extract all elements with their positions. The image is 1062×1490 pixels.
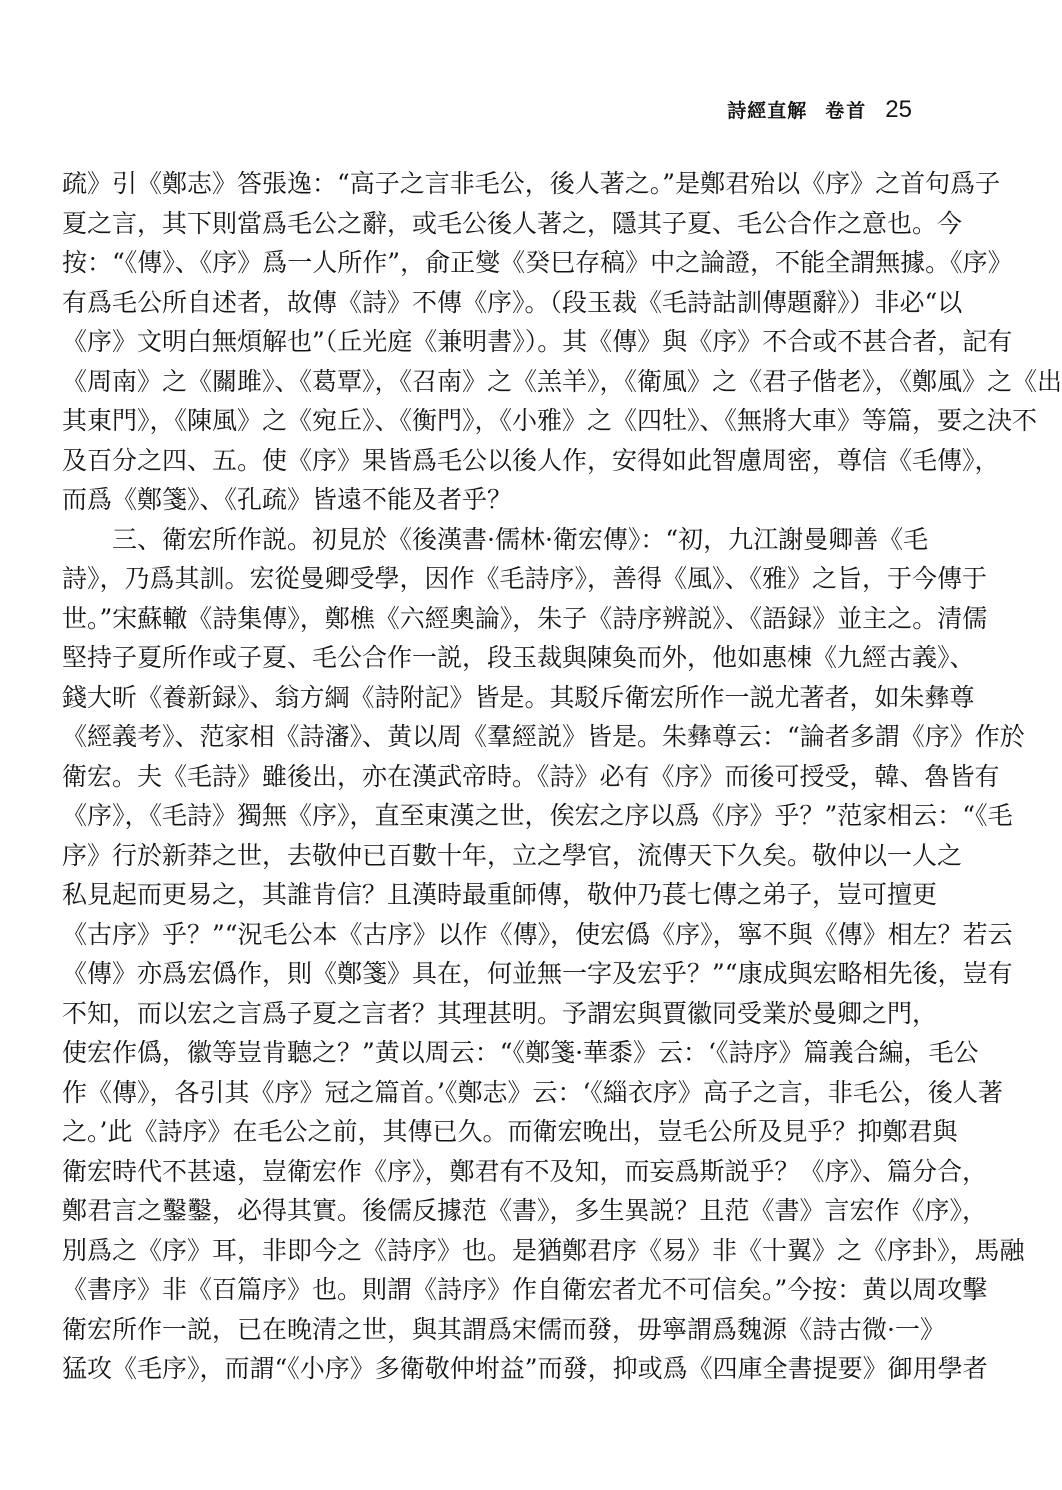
text-line: 猛攻《毛序》，而謂“《小序》多衛敬仲坿益”而發，抑或爲《四庫全書提要》御用學者	[62, 1354, 988, 1383]
text-line: 疏》引《鄭志》答張逸：“高子之言非毛公，後人著之。”是鄭君殆以《序》之首句爲子	[62, 169, 1001, 198]
text-line: 私見起而更易之，其誰肯信？且漢時最重師傳，敬仲乃萇七傳之弟子，豈可擅更	[62, 880, 938, 909]
text-line: 之。’此《詩序》在毛公之前，其傳已久。而衛宏晚出，豈毛公所及見乎？抑鄭君與	[62, 1117, 958, 1146]
page-number: 25	[885, 96, 912, 123]
text-line: 世。”宋蘇轍《詩集傳》，鄭樵《六經奧論》，朱子《詩序辨説》、《語録》並主之。清儒	[62, 603, 988, 633]
text-line: 《傳》亦爲宏僞作，則《鄭箋》具在，何並無一字及宏乎？”“康成與宏略相先後，豈有	[62, 959, 1013, 988]
text-line: 衛宏時代不甚遠，豈衛宏作《序》，鄭君有不及知，而妄爲斯説乎？《序》、篇分合，	[62, 1156, 988, 1186]
text-line: 不知，而以宏之言爲子夏之言者？其理甚明。予謂宏與賈徽同受業於曼卿之門，	[62, 998, 938, 1028]
book-title: 詩經直解	[727, 100, 808, 122]
text-line: 使宏作僞，徽等豈肯聽之？”黄以周云：“《鄭箋·華黍》云：‘《詩序》篇義合編，毛公	[62, 1038, 979, 1067]
text-line: 三、衛宏所作説。初見於《後漢書·儒林·衛宏傳》：“初，九江謝曼卿善《毛	[112, 524, 929, 554]
text-line: 序》行於新莽之世，去敬仲已百數十年，立之學官，流傳天下久矣。敬仲以一人之	[62, 840, 963, 870]
text-line: 《古序》乎？”“況毛公本《古序》以作《傳》，使宏僞《序》，寧不與《傳》相左？若云	[62, 919, 1013, 949]
text-line: 《書序》非《百篇序》也。則謂《詩序》作自衛宏者尤不可信矣。”今按：黄以周攻擊	[62, 1275, 988, 1304]
text-line: 其東門》，《陳風》之《宛丘》、《衡門》，《小雅》之《四牡》、《無將大車》等篇，要之決不	[62, 406, 1038, 435]
text-line: 《周南》之《關雎》、《葛覃》，《召南》之《羔羊》，《衛風》之《君子偕老》，《鄭風》之《出	[62, 366, 1062, 396]
text-line: 作《傳》，各引其《序》冠之篇首。’《鄭志》云：‘《緇衣序》高子之言，非毛公，後人著	[62, 1077, 1003, 1107]
text-line: 衛宏。夫《毛詩》雖後出，亦在漢武帝時。《詩》必有《序》而後可授受，韓、魯皆有	[62, 761, 1000, 791]
text-line: 堅持子夏所作或子夏、毛公合作一説，段玉裁與陳奐而外，他如惠棟《九經古義》、	[62, 643, 975, 672]
text-line: 《經義考》、范家相《詩瀋》、黄以周《羣經説》皆是。朱彝尊云：“論者多謂《序》作於	[62, 722, 1025, 751]
body-text	[62, 164, 1062, 1389]
volume-label: 卷首	[825, 100, 868, 122]
text-line: 而爲《鄭箋》、《孔疏》皆遠不能及者乎？	[62, 485, 513, 514]
text-line: 按：“《傳》、《序》爲一人所作”，俞正燮《癸巳存稿》中之論證，不能全謂無據。《序》	[62, 248, 1013, 277]
text-line: 錢大昕《養新録》、翁方綱《詩附記》皆是。其駁斥衛宏所作一説尤著者，如朱彝尊	[62, 682, 975, 712]
text-line: 鄭君言之鑿鑿，必得其實。後儒反據范《書》，多生異説？且范《書》言宏作《序》，	[62, 1196, 988, 1225]
text-line: 詩》，乃爲其訓。宏從曼卿受學，因作《毛詩序》，善得《風》、《雅》之旨，于今傳于	[62, 564, 988, 593]
text-line: 夏之言，其下則當爲毛公之辭，或毛公後人著之，隱其子夏、毛公合作之意也。今	[62, 208, 963, 238]
running-header	[727, 96, 912, 126]
text-line: 衛宏所作一説，已在晚清之世，與其謂爲宋儒而發，毋寧謂爲魏源《詩古微·一》	[62, 1314, 945, 1344]
text-line: 別爲之《序》耳，非即今之《詩序》也。是猶鄭君序《易》非《十翼》之《序卦》，馬融	[62, 1235, 1025, 1265]
text-line: 《序》，《毛詩》獨無《序》，直至東漢之世，俟宏之序以爲《序》乎？”范家相云：“《毛	[62, 801, 1013, 830]
text-line: 有爲毛公所自述者，故傳《詩》不傳《序》。（段玉裁《毛詩詁訓傳題辭》）非必“以	[62, 287, 963, 317]
text-line: 及百分之四、五。使《序》果皆爲毛公以後人作，安得如此智慮周密，尊信《毛傳》，	[62, 445, 1000, 475]
text-line: 《序》文明白無煩解也”（丘光庭《兼明書》）。其《傳》與《序》不合或不甚合者，記有	[62, 327, 1013, 356]
